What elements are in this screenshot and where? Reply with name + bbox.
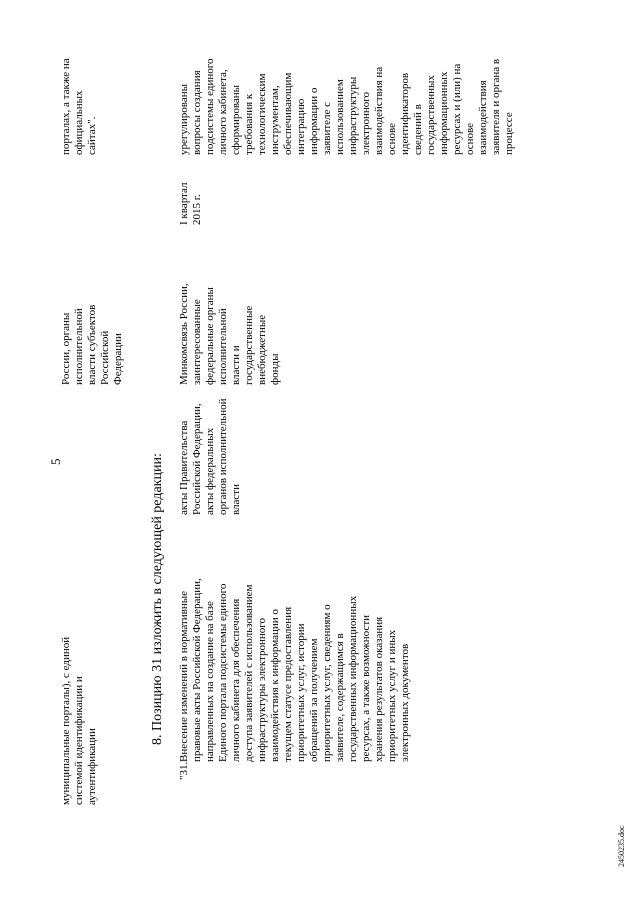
page-number: 5 — [48, 458, 63, 465]
prev-row-description: муниципальные порталы), с единой системой идентификации и аутентификации — [60, 636, 98, 805]
section-heading: 8. Позицию 31 изложить в следующей редакции: — [150, 453, 165, 745]
row-expected-result: урегулированы вопросы создания подсистемы единого личного кабинета, сформированы требования к технологическим инструментам, обеспечивающим интеграцию информации о заявителе с использованием инфраструктуры электронного взаимодействия на основе идентификаторов сведений в государственных информационных ресурсах и (или) на основе взаимодействия заявителя и органа в процессе — [178, 58, 515, 155]
prev-row-result: порталах, а также на официальных сайтах". — [60, 58, 98, 155]
row-measure-description: Внесение изменений в нормативные правовые акты Российской Федерации, направленных на создание на базе Единого портала подсистемы единого личного кабинета для обеспечения доступа заявителей с использованием инфраструктуры электронного взаимодействия к информации о текущем статусе предоставления приоритетных услуг, истории обращений за получением приоритетных услуг, сведениям о заявителе, содержащимся в государственных информационных ресурсах, а также возможности хранения результатов оказания приоритетных услуг и иных электронных документов — [178, 578, 411, 762]
row-responsible: Минкомсвязь России, заинтересованные федеральные органы исполнительной власти и государственные внебюджетные фонды — [178, 283, 281, 385]
row-document-type: акты Правительства Российской Федерации, акты федеральных органов исполнительной власти — [178, 398, 242, 515]
row-number: "31. — [178, 761, 190, 780]
row-deadline: I квартал 2015 г. — [178, 182, 203, 225]
document-code: 2450235.doc — [617, 825, 626, 867]
prev-row-responsible: России, органы исполнительной власти субъектов Российской Федерации — [60, 304, 124, 385]
